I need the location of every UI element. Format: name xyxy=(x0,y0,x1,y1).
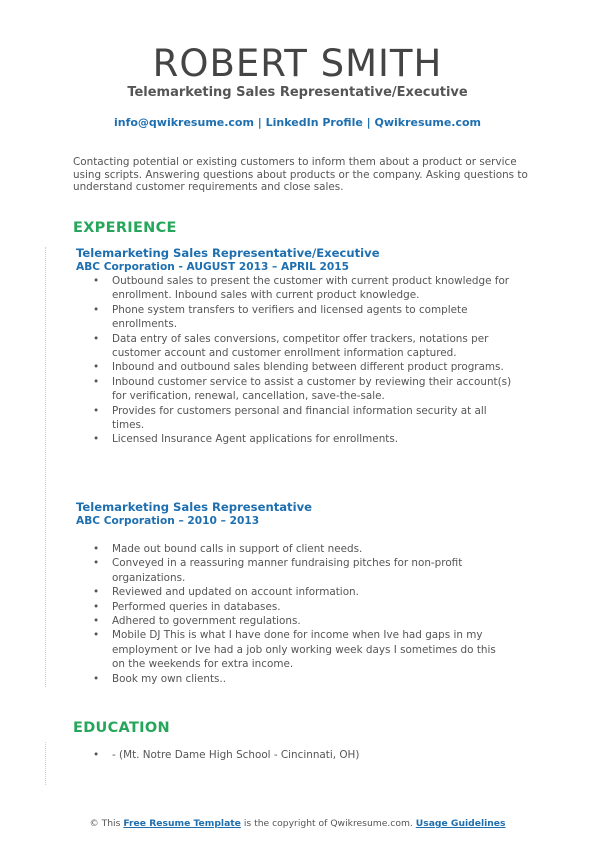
job-entry-2 xyxy=(76,500,516,686)
list-item: • - (Mt. Notre Dame High School - Cincinnati, OH) xyxy=(76,748,512,762)
list-item: • Data entry of sales conversions, competitor offer trackers, notations per customer account and customer enrollment information captured. xyxy=(76,332,512,361)
list-item: • Book my own clients.. xyxy=(76,672,512,686)
list-item: • Adhered to government regulations. xyxy=(76,614,512,628)
list-item: • Outbound sales to present the customer with current product knowledge for enrollment. Inbound sales with current product knowledge. xyxy=(76,274,512,303)
footer-prefix: © This xyxy=(89,818,124,829)
footer xyxy=(0,818,595,829)
job-company-dates: ABC Corporation - AUGUST 2013 – APRIL 2015 xyxy=(76,261,349,273)
experience-heading: EXPERIENCE xyxy=(73,220,177,236)
contact-separator: | xyxy=(362,116,375,129)
list-item: • Inbound and outbound sales blending between different product programs. xyxy=(76,360,512,374)
education-entry xyxy=(76,748,516,762)
education-list xyxy=(76,748,516,762)
contact-separator: | xyxy=(253,116,266,129)
list-item: • Mobile DJ This is what I have done for income when Ive had gaps in my employment or Ive had a job only working week days I sometimes do this on the weekends for extra income. xyxy=(76,628,512,671)
job-title-header: Telemarketing Sales Representative/Executive xyxy=(127,85,468,100)
summary-paragraph: Contacting potential or existing customers to inform them about a product or service using scripts. Answering questions about products or the company. Asking questions to understand customer requirements and close sales. xyxy=(73,156,528,194)
email-link[interactable]: info@qwikresume.com xyxy=(113,116,254,129)
footer-copyright-text: is the copyright of Qwikresume.com. xyxy=(240,818,416,829)
website-link[interactable]: Qwikresume.com xyxy=(374,116,482,129)
job-company-dates: ABC Corporation – 2010 – 2013 xyxy=(76,515,260,527)
list-item: • Licensed Insurance Agent applications for enrollments. xyxy=(76,432,512,446)
job-title: Telemarketing Sales Representative xyxy=(76,500,312,514)
usage-guidelines-link[interactable]: Usage Guidelines xyxy=(415,818,506,829)
list-item: • Reviewed and updated on account information. xyxy=(76,585,512,599)
list-item: • Made out bound calls in support of client needs. xyxy=(76,542,512,556)
free-resume-template-link[interactable]: Free Resume Template xyxy=(123,818,241,829)
experience-divider-line xyxy=(45,247,46,687)
list-item: • Provides for customers personal and financial information security at all times. xyxy=(76,404,512,433)
list-item: • Performed queries in databases. xyxy=(76,600,512,614)
candidate-name: ROBERT SMITH xyxy=(152,42,443,85)
education-heading: EDUCATION xyxy=(73,720,170,736)
list-item: • Inbound customer service to assist a customer by reviewing their account(s) for verification, renewal, cancellation, save-the-sale. xyxy=(76,375,512,404)
job-entry-1 xyxy=(76,246,516,447)
job-bullet-list xyxy=(76,274,516,447)
list-item: • Phone system transfers to verifiers and licensed agents to complete enrollments. xyxy=(76,303,512,332)
education-divider-line xyxy=(45,742,46,785)
linkedin-link[interactable]: LinkedIn Profile xyxy=(265,116,363,129)
job-title: Telemarketing Sales Representative/Executive xyxy=(76,246,380,260)
list-item: • Conveyed in a reassuring manner fundraising pitches for non-profit organizations. xyxy=(76,556,512,585)
contact-line xyxy=(0,116,595,129)
job-bullet-list xyxy=(76,542,516,686)
